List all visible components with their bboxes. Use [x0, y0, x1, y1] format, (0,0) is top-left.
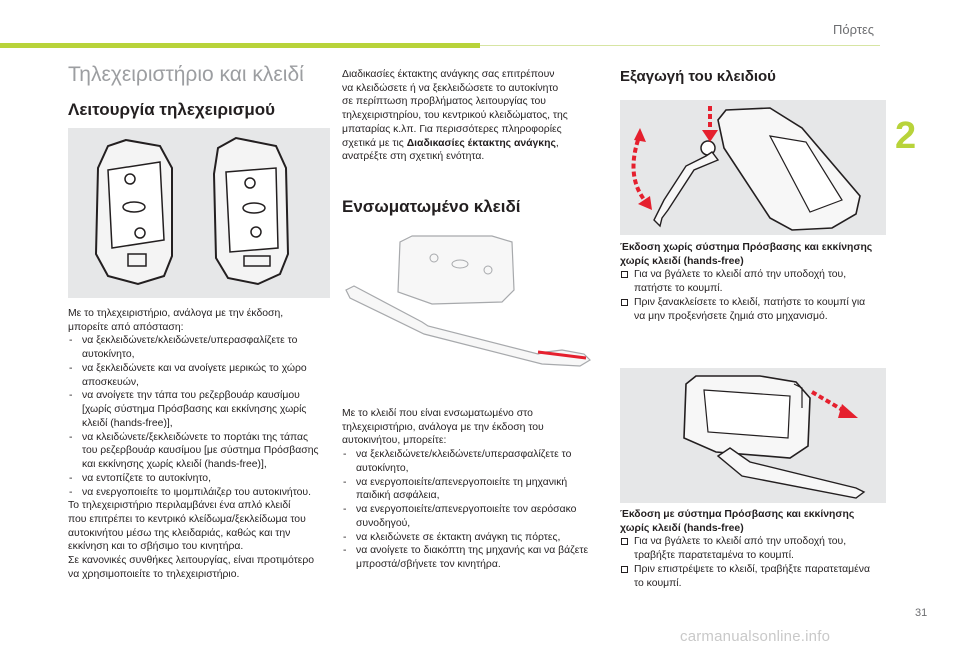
hands-free-key-fob-icon: [214, 138, 288, 284]
text-line: να κλειδώνετε σε έκτακτη ανάγκη τις πόρτες,: [356, 531, 561, 543]
text-punctuation: ,: [555, 137, 559, 149]
remote-key-fob-icon: [398, 236, 514, 304]
key-extraction-heading: Εξαγωγή του κλειδιού: [620, 68, 776, 85]
remote-intro: [68, 307, 330, 334]
header-accent-bar: [0, 43, 480, 48]
text-line: πατήστε το κουμπί.: [634, 283, 723, 295]
text-line: Με το κλειδί που είναι ενσωματωμένο στο: [342, 408, 533, 419]
text-line: να ξεκλειδώνετε/κλειδώνετε/υπερασφαλίζετε το: [356, 449, 572, 461]
watermark: carmanualsonline.info: [680, 628, 831, 645]
figure-caption: [620, 508, 886, 535]
text-line: συνοδηγού,: [356, 517, 411, 529]
text-line: να χρησιμοποιείτε το τηλεχειριστήριο.: [68, 568, 240, 580]
hands-free-key-fob-icon: [684, 376, 810, 458]
key-extraction-figure-1: [620, 100, 886, 235]
text-line: χωρίς κλειδί (hands-free): [620, 522, 744, 534]
list-item: [342, 544, 600, 571]
text-line: Για να βγάλετε το κλειδί από την υποδοχή του,: [634, 269, 847, 281]
emergency-paragraph: [342, 68, 600, 164]
text-line: να ενεργοποιείτε/απενεργοποιείτε τη μηχανική: [356, 476, 568, 488]
emergency-procedures-reference: Διαδικασίες έκτακτης ανάγκης: [406, 137, 556, 149]
text-line: Με το τηλεχειριστήριο, ανάλογα με την έκδοση,: [68, 308, 284, 319]
integrated-key-text: [342, 407, 600, 572]
step-item: [620, 535, 886, 562]
remote-advice-paragraph: [68, 554, 330, 581]
text-line: αυτοκινήτου μέσω της κλειδαριάς, καθώς και την: [68, 527, 291, 539]
remote-key-fob-icon: [96, 140, 172, 284]
list-item: [342, 531, 600, 545]
text-line: Πριν ξανακλείσετε το κλειδί, πατήστε το κουμπί για: [634, 296, 866, 308]
list-item: [342, 476, 600, 503]
text-line: αυτοκίνητο,: [82, 349, 135, 361]
key-extraction-figure-2: [620, 368, 886, 503]
text-line: να ενεργοποιείτε/απενεργοποιείτε τον αερόσακο: [356, 504, 577, 516]
text-line: Διαδικασίες έκτακτης ανάγκης σας επιτρέπουν: [342, 69, 555, 80]
text-line: να ξεκλειδώνετε και να ανοίγετε μερικώς το χώρο: [82, 362, 307, 374]
text-line: Το τηλεχειριστήριο περιλαμβάνει ένα απλό κλειδί: [68, 500, 291, 512]
list-item: [68, 486, 330, 500]
remote-heading: Λειτουργία τηλεχειρισμού: [68, 100, 276, 119]
text-line: το κουμπί.: [634, 577, 682, 589]
text-line: αυτοκίνητο,: [356, 462, 409, 474]
header-rule: [480, 45, 880, 46]
text-line: εκκίνηση και το σβήσιμο του κινητήρα.: [68, 541, 244, 553]
text-line: μπορείτε από απόσταση:: [68, 321, 184, 333]
integrated-key-heading: Ενσωματωμένο κλειδί: [342, 197, 521, 216]
chapter-number: 2: [895, 115, 917, 157]
remote-feature-list: [68, 334, 330, 499]
text-line: Έκδοση χωρίς σύστημα Πρόσβασης και εκκίνησης: [620, 242, 873, 253]
integrated-key-figure: [342, 228, 600, 398]
text-line: τηλεχειριστήριο, ανάλογα με την έκδοση του: [342, 421, 544, 433]
text-line: τηλεχειριστηρίου, του κεντρικού κλειδώματος, της: [342, 110, 568, 122]
text-line: μπαταρίας κ.λπ. Για περισσότερες πληροφορίες: [342, 123, 562, 135]
text-line: ανατρέξτε στη σχετική ενότητα.: [342, 151, 485, 163]
list-item: [68, 362, 330, 389]
step-list: [620, 535, 886, 590]
text-line: Έκδοση με σύστημα Πρόσβασης και εκκίνησης: [620, 509, 855, 520]
text-line: κλειδί (hands-free)],: [82, 417, 173, 429]
text-line: αυτοκινήτου, μπορείτε:: [342, 435, 447, 447]
remote-text: [68, 307, 330, 582]
text-line: παιδική ασφάλεια,: [356, 490, 440, 502]
text-line: να εντοπίζετε το αυτοκίνητο,: [82, 472, 211, 484]
list-item: [68, 389, 330, 430]
extraction-version-2: [620, 508, 886, 590]
text-line: να ανοίγετε την τάπα του ρεζερβουάρ καυσίμου: [82, 390, 300, 402]
text-line: Πριν επιστρέψετε το κλειδί, τραβήξτε παρατεταμένα: [634, 563, 870, 575]
figure-caption: [620, 241, 886, 268]
text-line: να κλειδώνετε/ξεκλειδώνετε το πορτάκι της τάπας: [82, 431, 309, 443]
remote-figure: [68, 128, 330, 298]
list-item: [342, 448, 600, 475]
text-line: του ρεζερβουάρ καυσίμου [με σύστημα Πρόσβασης: [82, 445, 319, 457]
list-item: [68, 334, 330, 361]
integrated-key-intro: [342, 407, 600, 448]
text-line: να κλειδώσετε ή να ξεκλειδώσετε το αυτοκίνητο: [342, 82, 559, 94]
text-line: να ενεργοποιείτε το ιμομπιλάιζερ του αυτοκινήτου.: [82, 486, 311, 498]
step-item: [620, 296, 886, 323]
text-line: σχετικά με τις: [342, 137, 407, 149]
list-item: [342, 503, 600, 530]
page-title: Τηλεχειριστήριο και κλειδί: [68, 63, 304, 86]
text-line: και εκκίνησης χωρίς κλειδί (hands-free)],: [82, 459, 267, 471]
text-line: χωρίς κλειδί (hands-free): [620, 255, 744, 267]
list-item: [68, 472, 330, 486]
integrated-key-list: [342, 448, 600, 572]
text-line: Σε κανονικές συνθήκες λειτουργίας, είναι προτιμότερο: [68, 555, 315, 567]
text-line: να μην προξενήσετε ζημιά στο μηχανισμό.: [634, 310, 828, 322]
page-number: 31: [915, 607, 928, 619]
text-line: να ανοίγετε το διακόπτη της μηχανής και να βάζετε: [356, 545, 589, 557]
text-line: Για να βγάλετε το κλειδί από την υποδοχή του,: [634, 536, 847, 548]
extraction-version-1: [620, 241, 886, 323]
text-line: σε περίπτωση προβλήματος λειτουργίας του: [342, 96, 546, 108]
step-item: [620, 563, 886, 590]
text-line: αποσκευών,: [82, 376, 139, 388]
text-line: να ξεκλειδώνετε/κλειδώνετε/υπερασφαλίζετε το: [82, 335, 298, 347]
list-item: [68, 431, 330, 472]
text-line: μπροστά/σβήνετε τον κινητήρα.: [356, 559, 501, 571]
section-label: Πόρτες: [833, 22, 875, 37]
text-line: [χωρίς σύστημα Πρόσβασης και εκκίνησης χωρίς: [82, 404, 307, 416]
text-line: που επιτρέπει το κεντρικό κλείδωμα/ξεκλείδωμα του: [68, 514, 306, 526]
remote-key-paragraph: [68, 499, 330, 554]
text-line: τραβήξτε παρατεταμένα το κουμπί.: [634, 550, 794, 562]
step-item: [620, 268, 886, 295]
step-list: [620, 268, 886, 323]
